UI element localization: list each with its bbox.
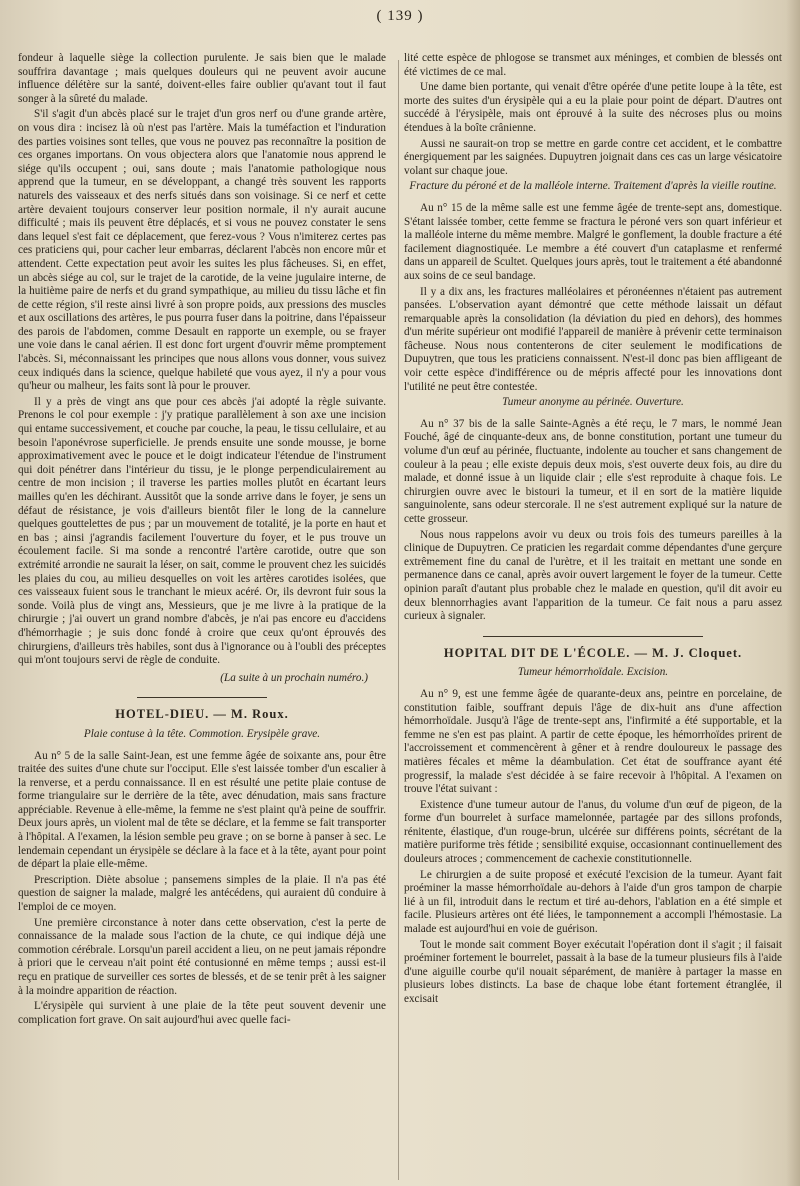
hotel-dieu-subtitle: Plaie contuse à la tête. Commotion. Erysipèle grave. xyxy=(83,727,321,740)
page-number: ( 139 ) xyxy=(376,8,424,24)
page-edge-shadow xyxy=(786,0,800,1186)
fracture-paragraph-1: Au n° 15 de la même salle est une femme âgée de trente-sept ans, domestique. S'étant laissée tomber, cette femme se fractura le péroné vers son quart inférieur et la malléole interne du même membre. Malgré le gonflement, la double fracture a été facilement diagnostiquée. Le membre a été couvert d'un cataplasme et renfermé dans un appareil de Scultet. Quelques jours après, tout le traitement a été abandonné aux soins de ce seul bandage. xyxy=(404,201,782,282)
section-rule xyxy=(137,697,267,698)
intro-paragraph-1: fondeur à laquelle siège la collection purulente. Je sais bien que le malade souffrira davantage ; mais quelques douleurs qui ne peuvent avoir aucune influence délétère sur la santé, doivent-elles faire oublier qu'avant tout il faut songer à la sûreté du malade. xyxy=(18,52,386,105)
intro-paragraph-2: S'il s'agit d'un abcès placé sur le trajet d'un gros nerf ou d'une grande artère, on vous dira : incisez là où n'est pas l'artère. Mais la tuméfaction et l'induration des parties voisines sont telles, que vous ne pouvez pas reconnaître la position de ces organes importans. On vous objectera alors que l'anatomie nous apprend le siége qu'ils occupent ; oui, sans doute ; mais l'anatomie pathologique nous apprend que la tumeur, en se développant, a changé très souvent les rapports naturels des vaisseaux et des nerfs situés dans son voisinage. Si ce nerf et cette artère devaient toujours conserver leur position normale, il n'y aurait aucune difficulté ; mais ils peuvent être déplacés, et si vous ne pouvez constater le sens dans lequel s'est fait ce déplacement, que ferez-vous ? Vous n'imiterez certes pas ces praticiens qui, pour cacher leur embarras, déclarent l'abcès non encore mûr et attendent. Cette expectation peut avoir les suites les plus fâcheuses. Si, en effet, un abcès siége au col, sur le trajet de la carotide, de la veine jugulaire interne, de la huitième paire de nerfs et du grand sympathique, au milieu du tissu lâche et fin de cette région, s'il reste ainsi livré à son propre poids, aux pressions des muscles et aux oscillations des artères, le pus pourra fuser dans la poitrine, dans l'épaisseur des parois de l'abdomen, comme Desault en rapporte un exemple, ou se frayer une voie dans le canal aérien. Il est donc fort urgent d'ouvrir même promptement l'abcès. Si, méconnaissant les principes que nous allons vous donner, vous suivez ceux indiqués dans la science, quelque habileté que vous ayez, il n'y a pour vous qu'heur ou malheur, les faits sont là pour le prouver. xyxy=(18,108,386,393)
fracture-title: Fracture du péroné et de la malléole interne. Traitement d'après la vieille routine. xyxy=(409,180,777,193)
hotel-dieu-title: HOTEL-DIEU. — M. Roux. xyxy=(115,707,289,722)
tumeur-title: Tumeur anonyme au périnée. Ouverture. xyxy=(502,396,684,409)
tumeur-paragraph-1: Au n° 37 bis de la salle Sainte-Agnès a été reçu, le 7 mars, le nommé Jean Fouché, âgé de cinquante-deux ans, de bonne constitution, portant une tumeur du volume d'un œuf au périnée, fluctuante, indolente au toucher et sans changement de couleur à la peau ; elle existe depuis deux mois, s'est ouverte deux fois, au dire du malade, et donné issue à un liquide clair ; elle s'est reproduite à chaque fois. Le chirurgien ouvre avec le bistouri la tumeur, et il en sort de la matière liquide sanguinolente, sans odeur stercorale. Il ne s'est autrement expliqué sur la nature de cette grosseur. xyxy=(404,417,782,525)
continued-note: (La suite à un prochain numéro.) xyxy=(220,671,368,684)
continued-paragraph-3: Aussi ne saurait-on trop se mettre en garde contre cet accident, et le combattre énergiquement par les saignées. Dupuytren joignait dans ces cas un large vésicatoire volant sur chaque joue. xyxy=(404,137,782,177)
hopital-subtitle: Tumeur hémorrhoïdale. Excision. xyxy=(517,666,669,679)
intro-paragraph-3: Il y a près de vingt ans que pour ces abcès j'ai adopté la règle suivante. Prenons le col pour exemple : j'y pratique parallèlement à son axe une incision qui entame successivement, et couche par couche, la peau, le tissu cellulaire, et au besoin l'aponévrose superficielle. Je prends ensuite une sonde mousse, je borne approximativement avec le pouce et le doigt indicateur l'étendue de l'instrument qui doit pénétrer dans l'intérieur du tissu, je le plonge perpendiculairement au centre de mon incision ; il traverse les parties molles plutôt en écartant leurs mailles qu'en les déchirant. Aussitôt que la sonde arrive dans le foyer, je sens un défaut de résistance, je vois d'ailleurs bientôt filer le long de la cannelure quelques gouttelettes de pus ; par un mouvement de totalité, je la porte en haut et en bas ; ainsi j'agrandis facilement l'ouverture du foyer, et le pus trouve un écoulement facile. Si ma sonde a rencontré l'artère carotide, outre que son extrémité arrondie ne saurait la léser, on sait, comme le prouvent chez les suicidés les plaies du cou, au milieu desquelles on voit les artères carotides isolées, que ces vaisseaux fuient sous le tranchant le mieux acéré. Or, ils devront fuir sous la sonde. Voilà plus de vingt ans, Messieurs, que je me livre à la pratique de la chirurgie ; j'ai ouvert un grand nombre d'abcès, je n'ai pas encore eu d'accidens d'hémorrhagie ; je suis donc fondé à croire que ceux qu'ont éprouvés des chirurgiens, d'ailleurs très habiles, sont dus à l'ignorance ou à l'oubli des préceptes qui m'ont toujours servi de règle de conduite. xyxy=(18,395,386,667)
fracture-paragraph-2: Il y a dix ans, les fractures malléolaires et péronéennes n'étaient pas autrement pansées. L'observation ayant démontré que cette méthode laissait un défaut remarquable après la consolidation (la déviation du pied en dehors), des hommes d'un mérite supérieur ont modifié l'appareil de manière à prévenir cette terminaison fâcheuse. Nous nous contenterons de citer seulement le modifications de Dupuytren, que tous les praticiens connaissent. N'est-il donc pas bien affligeant de voir cette espèce d'indifférence ou de mépris affecté pour les innovations dont l'utilité ne peut être contestée. xyxy=(404,285,782,393)
continued-paragraph-2: Une dame bien portante, qui venait d'être opérée d'une petite loupe à la tête, est morte des suites d'un érysipèle qui a eu la plaie pour point de départ. D'autres ont succédé à l'érysipèle, mais ont éprouvé à la suite des nécroses plus ou moins étendues à la boîte crânienne. xyxy=(404,81,782,134)
hopital-paragraph-1: Au n° 9, est une femme âgée de quarante-deux ans, peintre en porcelaine, de constitution faible, souffrant depuis l'âge de dix-huit ans d'une affection hémorrhoïdale. Jusqu'à l'âge de trente-sept ans, l'infirmité a été supportable, et la femme ne s'en est pas plaint. A partir de cette époque, les hémorrhoïdes prirent de l'accroissement et commencèrent à gêner et à rendre douloureux le passage des matières fécales et même la déambulation. Cet état de souffrance ayant été progressif, la malade s'est décidée à se faire recevoir à l'hôpital. A l'examen on trouve l'état suivant : xyxy=(404,687,782,796)
hopital-paragraph-2: Existence d'une tumeur autour de l'anus, du volume d'un œuf de pigeon, de la forme d'un bourrelet à surface mamelonnée, partagée par des sillons profonds, rénitente, élastique, d'un rouge-brun, ulcérée sur différens points, sécrétant de la matière puriforme très fétide ; sensibilité exquise, occasionnant continuellement des douleurs atroces ; commencement de cachexie constitutionnelle. xyxy=(404,798,782,866)
hopital-paragraph-3: Le chirurgien a de suite proposé et exécuté l'excision de la tumeur. Ayant fait proéminer la masse hémorrhoïdale au-dehors à l'aide d'un gros tampon de charpie lié à un fil, introduit dans le rectum et tiré au-dehors, l'ablation en a été simple et facile. Plusieurs artères ont été liées, le tamponnement a accompli l'hémostasie. La malade est aujourd'hui en voie de guérison. xyxy=(404,868,782,936)
hopital-paragraph-4: Tout le monde sait comment Boyer exécutait l'opération dont il s'agit ; il faisait proéminer fortement le bourrelet, passait à la base de la tumeur plusieurs fils à l'aide d'une aiguille courbe qu'il nouait séparément, de manière à partager la masse en plusieurs lobes distincts. La base de chaque lobe étant fortement étranglée, il excisait xyxy=(404,938,782,1005)
hotel-dieu-paragraph-4: L'érysipèle qui survient à une plaie de la tête peut souvent devenir une complication fort grave. On sait aujourd'hui avec quelle faci- xyxy=(18,1000,386,1026)
tumeur-paragraph-2: Nous nous rappelons avoir vu deux ou trois fois des tumeurs pareilles à la clinique de Dupuytren. Ce praticien les regardait comme dépendantes d'une gerçure extrêmement fine du canal de l'urètre, et il les traitait en mettant une sonde en permanence dans ce canal, après avoir ouvert largement le foyer de la tumeur. Cette opinion paraît d'autant plus probable chez le malade en question, qu'il dit avoir eu deux blennorrhagies avant l'apparition de la tumeur. Ce fait nous a paru assez curieux à signaler. xyxy=(404,528,782,623)
right-column xyxy=(404,52,782,1009)
continued-paragraph-1: lité cette espèce de phlogose se transmet aux méninges, et combien de blessés ont été victimes de ce mal. xyxy=(404,52,782,78)
hotel-dieu-paragraph-1: Au n° 5 de la salle Saint-Jean, est une femme âgée de soixante ans, pour être traitée des suites d'une chute sur l'occiput. Elle s'est laissée tomber d'un escalier à la renverse, et a perdu connaissance. Il en est résulté une petite plaie contuse de forme triangulaire sur le derrière de la tête, avec dénudation, mais sans fracture appréciable. Revenue à elle-même, la femme ne s'est plaint qu'à peine de souffrir. Deux jours après, un violent mal de tête se déclare, et la femme se fait transporter à l'hôpital. A l'examen, la lésion semble peu grave ; on se borne à panser à sec. Le lendemain cependant un érysipèle se déclare à la face et à la tête, ayant pour point de départ la plaie elle-même. xyxy=(18,749,386,871)
hopital-title: HOPITAL DIT DE L'ÉCOLE. — M. J. Cloquet. xyxy=(443,645,743,660)
hotel-dieu-paragraph-2: Prescription. Diète absolue ; pansemens simples de la plaie. Il n'a pas été question de saigner la malade, malgré les antécédens, qui auraient dû conduire à l'emploi de ce moyen. xyxy=(18,873,386,914)
left-column xyxy=(18,52,386,1029)
section-rule-right xyxy=(483,636,703,637)
hotel-dieu-paragraph-3: Une première circonstance à noter dans cette observation, c'est la perte de connaissance de la malade sous l'action de la chute, ce qui indique déjà une commotion cérébrale. Lorsqu'un pareil accident a lieu, on ne peut jamais répondre à priori que le cerveau n'ait point été contusionné en même temps ; aussi est-il reçu en pratique de surveiller ces sortes de blessés, et de se tenir prêt à les saigner à la moindre apparition de réaction. xyxy=(18,916,386,997)
column-divider xyxy=(398,60,399,1180)
